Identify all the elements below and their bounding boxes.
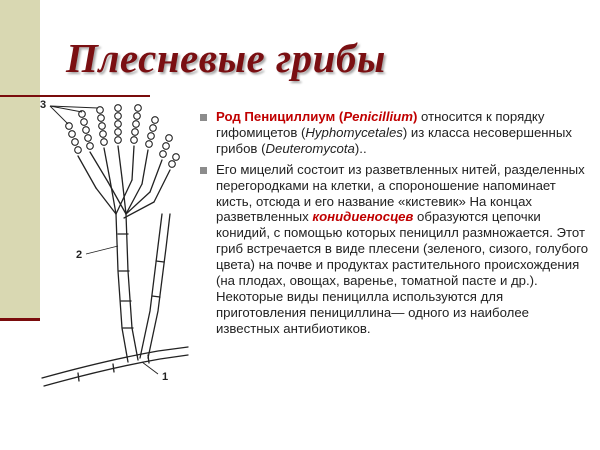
side-decor-rule (0, 318, 40, 321)
slide-title: Плесневые грибы (66, 35, 386, 81)
conidiophore-term: конидиеносцев (312, 209, 414, 225)
figure-label-conidiophore: 2 (76, 249, 83, 261)
slide-content (200, 109, 592, 342)
bullet-text: ).. (354, 140, 367, 156)
bullet-text: Его мицелий состоит из разветвленных нитей, разделенных перегородками на клетки, а спороношение напоминает кисть, отсюда и его название «кистевик» На концах разветвленных (216, 161, 585, 225)
figure-label-conidia: 3 (40, 99, 47, 111)
bullet-square-icon (200, 167, 207, 174)
bullet-text: относится к порядку гифомицетов ( (216, 109, 545, 140)
bullet-square-icon (200, 114, 207, 121)
genus-latin-name: Penicillium (343, 109, 413, 124)
bullet-text: образуются цепочки конидий, с помощью которых пеницилл размножается. Этот гриб встречается в виде плесени (зеленого, сизого, голубого цвета) на почве и продуктах растительного происхождения (на плодах, овощах, варенье, томатной пасте и др.). Некоторые виды пеницилла используются для приготовления пенициллина— одного из наиболее известных антибиотиков. (216, 209, 589, 336)
figure-label-mycelium: 1 (162, 371, 169, 383)
left-decor-band (0, 0, 40, 320)
order-latin-name: Hyphomycetales (305, 124, 403, 140)
bullet-text: ) из класса несовершенных грибов ( (216, 124, 572, 156)
class-latin-name: Deuteromycota (265, 140, 355, 156)
genus-name-close: ) (412, 109, 418, 124)
genus-name: Род Пенициллиум ( (216, 109, 344, 124)
bullet-classification (200, 109, 592, 157)
bullet-description (200, 162, 592, 337)
penicillium-illustration (38, 96, 198, 396)
